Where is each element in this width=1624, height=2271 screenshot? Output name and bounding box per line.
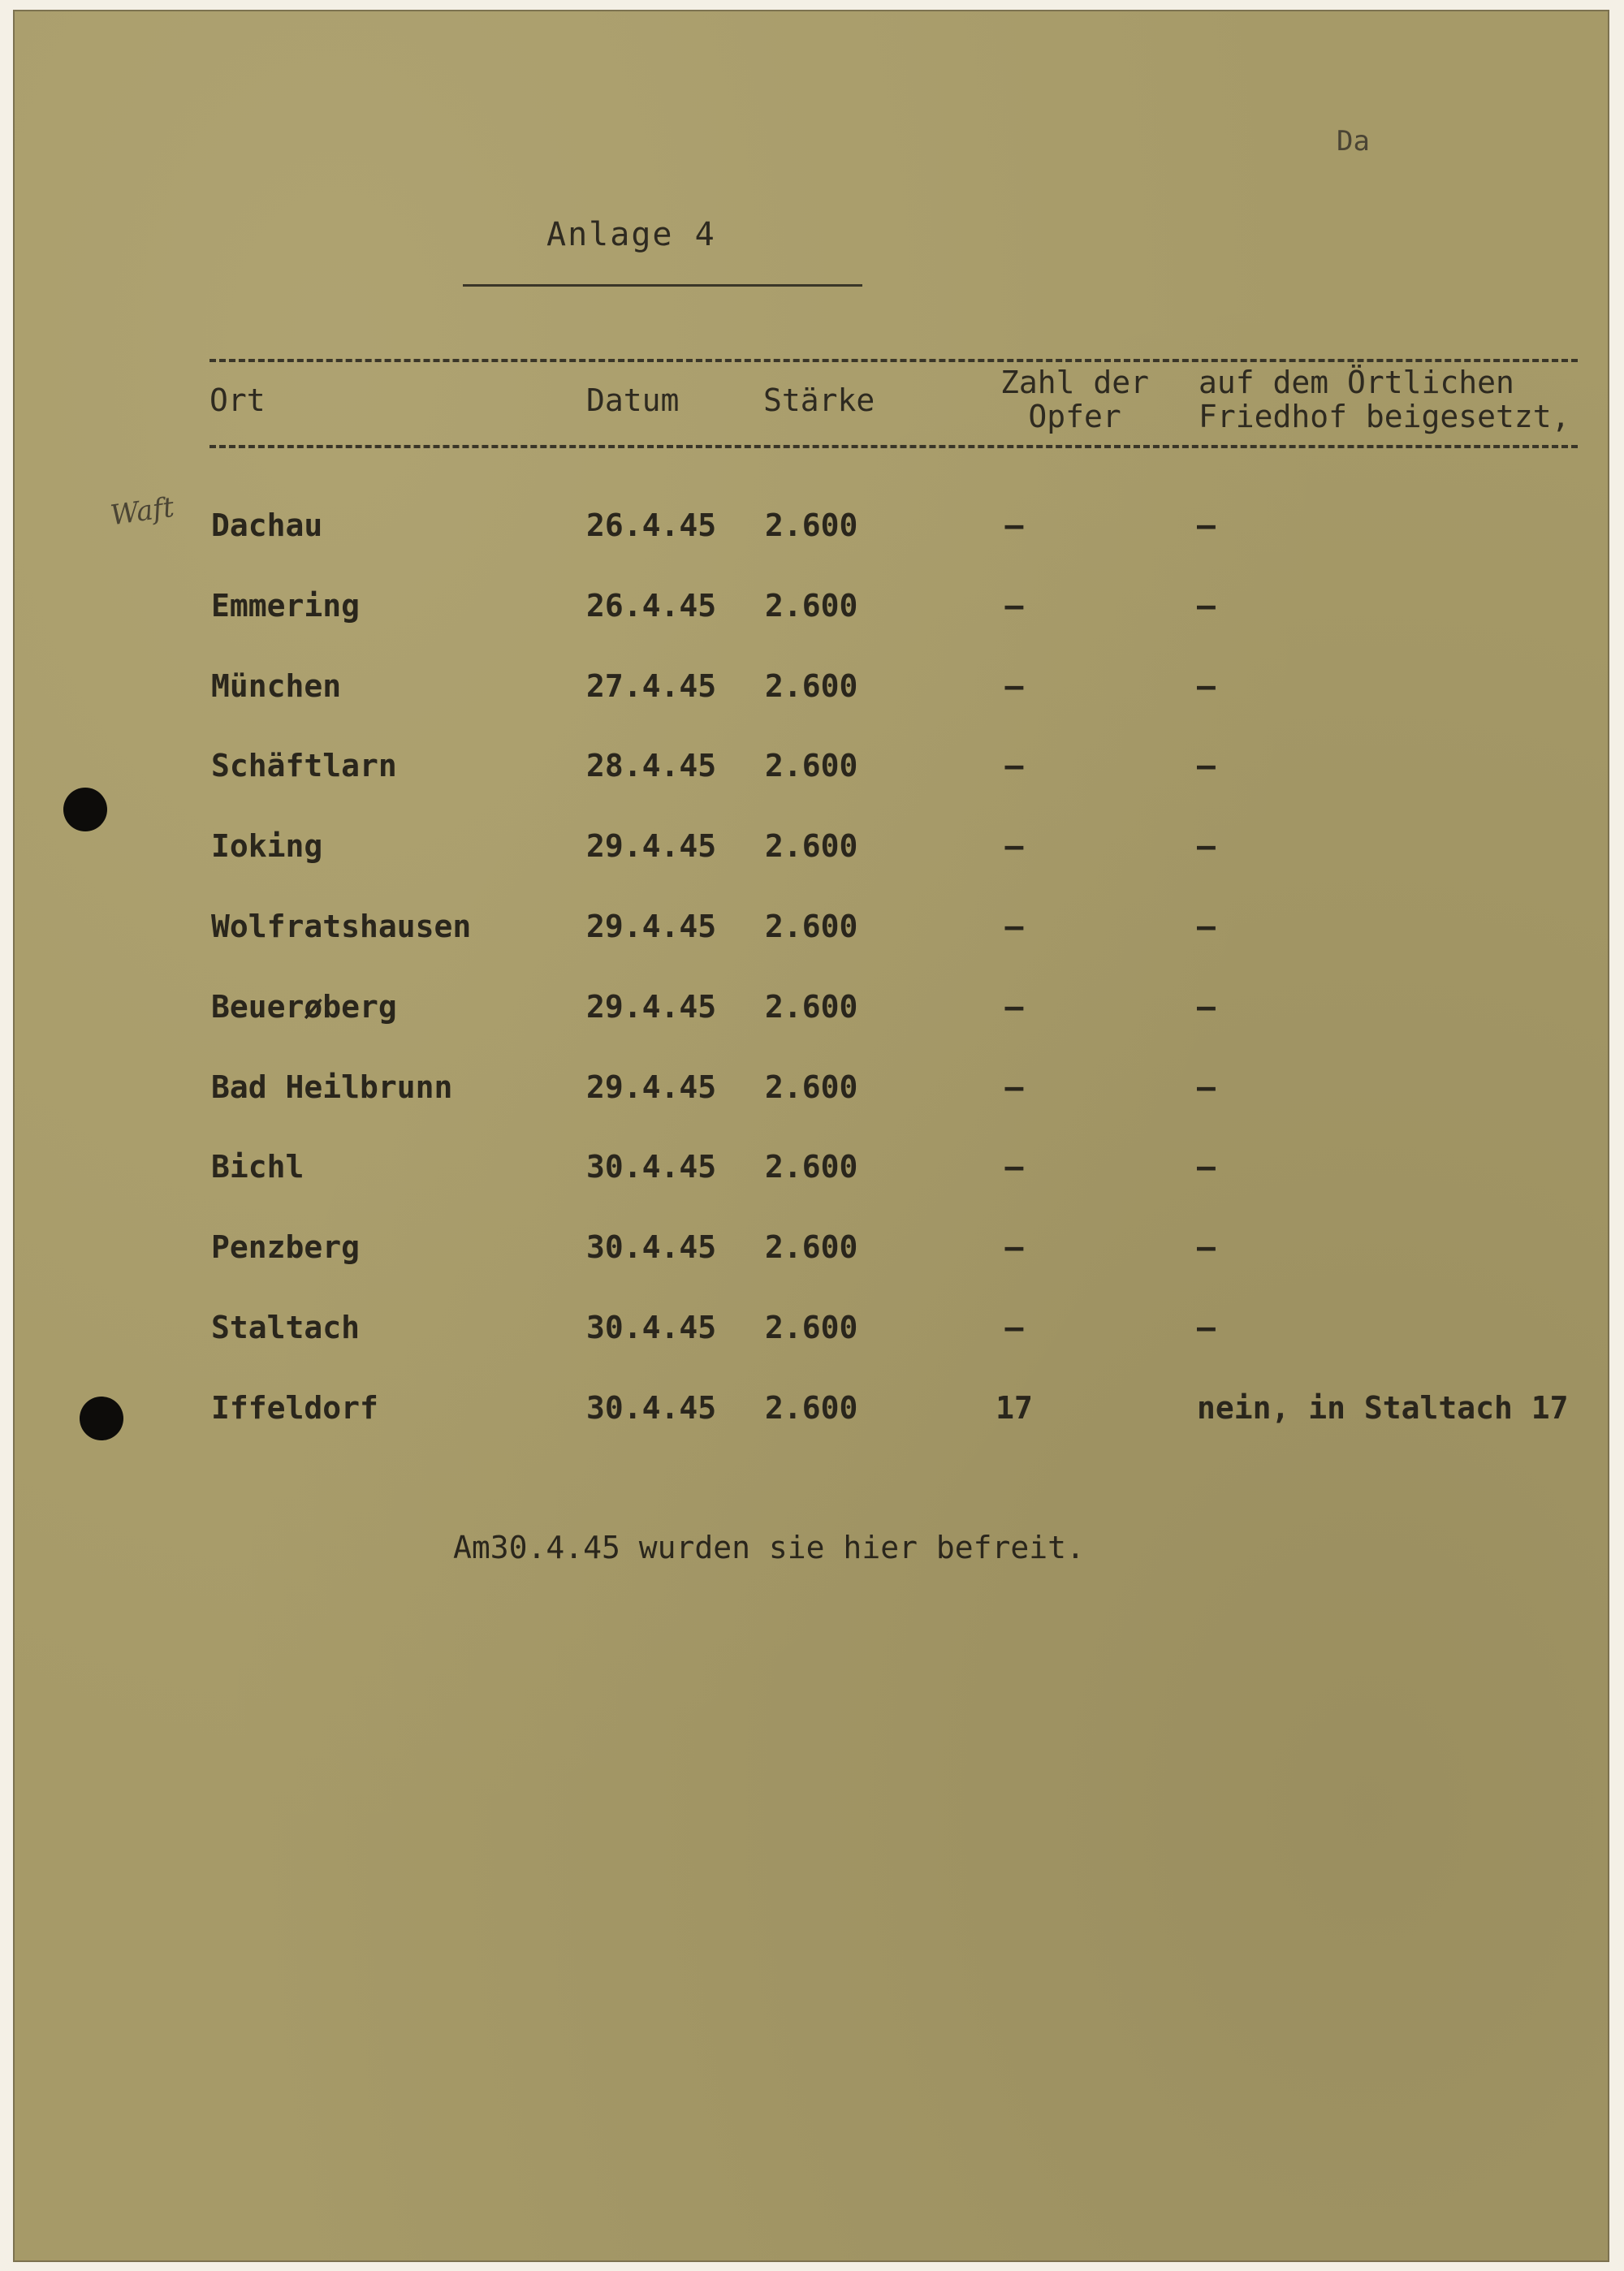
column-header-datum: Datum xyxy=(586,382,680,418)
cell-datum: 30.4.45 xyxy=(586,1149,717,1185)
cell-datum: 27.4.45 xyxy=(586,668,717,704)
document-page xyxy=(15,11,1608,2260)
column-header-friedhof-line1: auf dem Örtlichen xyxy=(1199,365,1514,400)
table-row xyxy=(15,505,1608,554)
cell-friedhof: – xyxy=(1197,748,1216,784)
cell-datum: 29.4.45 xyxy=(586,828,717,864)
cell-opfer: – xyxy=(1004,1149,1024,1185)
cell-ort: Bad Heilbrunn xyxy=(211,1069,453,1105)
cell-friedhof: – xyxy=(1197,909,1216,944)
table-row xyxy=(15,1146,1608,1195)
page-mark: Da xyxy=(1337,125,1370,158)
cell-staerke: 2.600 xyxy=(765,507,858,543)
cell-datum: 26.4.45 xyxy=(586,588,717,624)
cell-datum: 30.4.45 xyxy=(586,1310,717,1345)
cell-friedhof: – xyxy=(1197,989,1216,1025)
table-row xyxy=(15,826,1608,874)
cell-friedhof: – xyxy=(1197,828,1216,864)
cell-ort: Emmering xyxy=(211,588,361,624)
cell-ort: Bichl xyxy=(211,1149,304,1185)
cell-opfer: – xyxy=(1004,1069,1024,1105)
cell-ort: Wolfratshausen xyxy=(211,909,472,944)
cell-staerke: 2.600 xyxy=(765,668,858,704)
cell-ort: Iffeldorf xyxy=(211,1390,378,1426)
cell-datum: 29.4.45 xyxy=(586,989,717,1025)
column-header-staerke: Stärke xyxy=(763,382,875,418)
cell-staerke: 2.600 xyxy=(765,748,858,784)
cell-staerke: 2.600 xyxy=(765,1229,858,1265)
cell-opfer: – xyxy=(1004,1229,1024,1265)
cell-staerke: 2.600 xyxy=(765,1310,858,1345)
table-top-rule xyxy=(209,359,1578,362)
punch-hole xyxy=(80,1397,123,1440)
cell-staerke: 2.600 xyxy=(765,989,858,1025)
cell-friedhof: – xyxy=(1197,668,1216,704)
punch-hole xyxy=(63,788,107,831)
cell-friedhof: – xyxy=(1197,1229,1216,1265)
column-header-friedhof-line2: Friedhof beigesetzt, xyxy=(1199,399,1570,434)
table-row xyxy=(15,1067,1608,1116)
cell-ort: Ioking xyxy=(211,828,323,864)
cell-opfer: – xyxy=(1004,989,1024,1025)
cell-datum: 30.4.45 xyxy=(586,1390,717,1426)
cell-datum: 29.4.45 xyxy=(586,909,717,944)
cell-ort: Beuerøberg xyxy=(211,989,397,1025)
column-header-ort: Ort xyxy=(209,382,266,418)
column-header-friedhof xyxy=(1199,365,1570,434)
cell-opfer: – xyxy=(1004,1310,1024,1345)
cell-ort: Penzberg xyxy=(211,1229,361,1265)
column-header-opfer xyxy=(1000,365,1149,434)
cell-friedhof: nein, in Staltach 17 xyxy=(1197,1390,1569,1426)
table-row xyxy=(15,745,1608,794)
cell-ort: München xyxy=(211,668,342,704)
cell-friedhof: – xyxy=(1197,1149,1216,1185)
table-row xyxy=(15,585,1608,634)
table-row xyxy=(15,1307,1608,1356)
footnote: Am30.4.45 wurden sie hier befreit. xyxy=(453,1530,1085,1565)
table-row xyxy=(15,987,1608,1035)
heading-underline xyxy=(463,284,862,287)
cell-friedhof: – xyxy=(1197,588,1216,624)
cell-ort: Dachau xyxy=(211,507,323,543)
table-row xyxy=(15,1227,1608,1276)
cell-datum: 29.4.45 xyxy=(586,1069,717,1105)
table-row xyxy=(15,906,1608,955)
cell-friedhof: – xyxy=(1197,1310,1216,1345)
cell-staerke: 2.600 xyxy=(765,828,858,864)
cell-opfer: – xyxy=(1004,668,1024,704)
handwritten-margin-note: Waft xyxy=(108,490,176,533)
cell-ort: Schäftlarn xyxy=(211,748,397,784)
cell-datum: 30.4.45 xyxy=(586,1229,717,1265)
table-row xyxy=(15,1388,1608,1436)
column-header-opfer-line1: Zahl der xyxy=(1000,365,1150,400)
cell-ort: Staltach xyxy=(211,1310,361,1345)
table-header-rule xyxy=(209,445,1578,448)
cell-opfer: – xyxy=(1004,748,1024,784)
column-header-opfer-line2: Opfer xyxy=(1028,399,1121,434)
cell-staerke: 2.600 xyxy=(765,1390,858,1426)
cell-opfer: – xyxy=(1004,588,1024,624)
cell-opfer: – xyxy=(1004,507,1024,543)
cell-staerke: 2.600 xyxy=(765,1069,858,1105)
cell-opfer: – xyxy=(1004,828,1024,864)
cell-friedhof: – xyxy=(1197,507,1216,543)
document-heading: Anlage 4 xyxy=(546,216,716,253)
cell-opfer: – xyxy=(1004,909,1024,944)
cell-friedhof: – xyxy=(1197,1069,1216,1105)
cell-staerke: 2.600 xyxy=(765,588,858,624)
cell-datum: 26.4.45 xyxy=(586,507,717,543)
cell-staerke: 2.600 xyxy=(765,909,858,944)
table-row xyxy=(15,666,1608,715)
cell-staerke: 2.600 xyxy=(765,1149,858,1185)
cell-opfer: 17 xyxy=(996,1390,1033,1426)
cell-datum: 28.4.45 xyxy=(586,748,717,784)
